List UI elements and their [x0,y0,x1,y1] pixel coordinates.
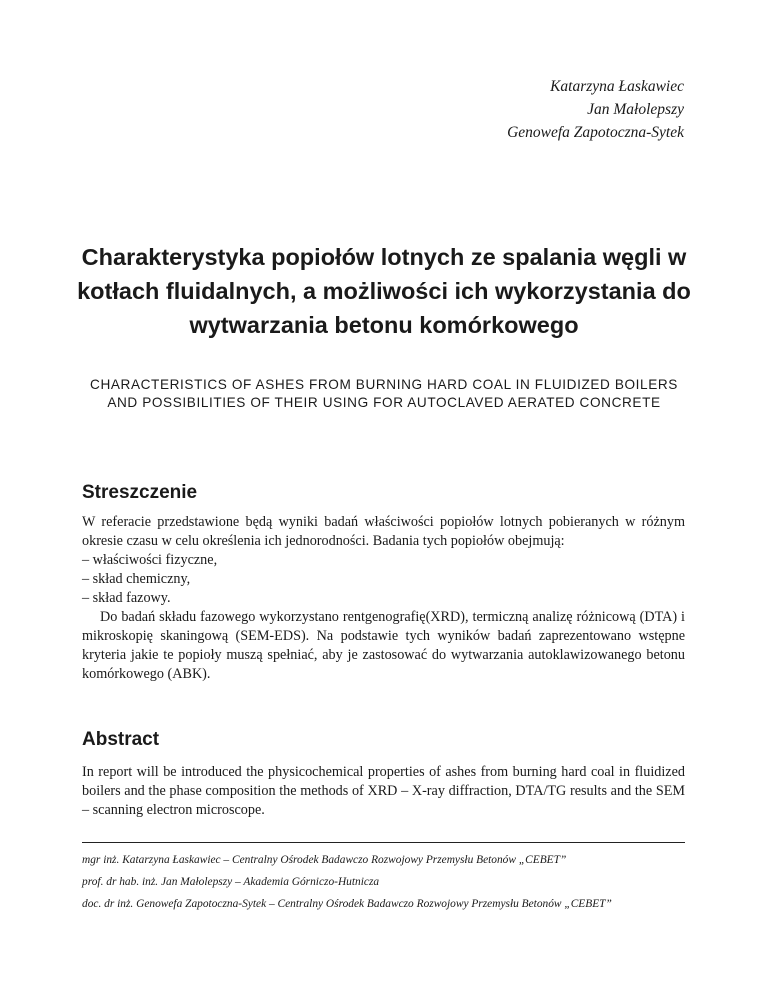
streszczenie-paragraph: Do badań składu fazowego wykorzystano rentgenografię(XRD), termiczną analizę różnicową (DTA) i mikroskopię skaningową (SEM-EDS). Na podstawie tych wyników badań zaprezentowano wstępne kryteria jakie te popioły muszą spełniać, aby je zastosować do wytwarzania autoklawizowanego betonu komórkowego (ABK). [82,609,685,682]
list-item: – skład chemiczny, [82,571,191,587]
list-item: – właściwości fizyczne, [82,552,218,568]
author-2: Jan Małolepszy [587,101,684,118]
streszczenie-intro: W referacie przedstawione będą wyniki badań właściwości popiołów lotnych pobieranych w różnym okresie czasu w celu określenia ich jednorodności. Badania tych popiołów obejmują: [82,514,685,549]
footnotes [82,852,685,918]
streszczenie-list [82,551,685,608]
author-3: Genowefa Zapotoczna-Sytek [507,124,684,141]
abstract-text: In report will be introduced the physicochemical properties of ashes from burning hard coal in fluidized boilers and the phase composition the methods of XRD – X-ray diffraction, DTA/TG results and the SEM – scanning electron microscope. [82,764,685,818]
streszczenie-heading: Streszczenie [82,482,198,503]
abstract-heading: Abstract [82,729,160,750]
footnote-1: mgr inż. Katarzyna Łaskawiec – Centralny Ośrodek Badawczo Rozwojowy Przemysłu Betonów „CEBET” [82,854,567,866]
author-list [507,75,684,144]
streszczenie-body [82,513,685,684]
footnote-2: prof. dr hab. inż. Jan Małolepszy – Akademia Górniczo-Hutnicza [82,876,380,888]
abstract-body [82,763,685,820]
author-1: Katarzyna Łaskawiec [550,78,684,95]
paper-title: Charakterystyka popiołów lotnych ze spalania węgli w kotłach fluidalnych, a możliwości ich wykorzystania do wytwarzania betonu komórkowego [77,244,691,338]
list-item: – skład fazowy. [82,590,171,606]
footnote-divider [82,842,685,843]
footnote-3: doc. dr inż. Genowefa Zapotoczna-Sytek – Centralny Ośrodek Badawczo Rozwojowy Przemysłu Betonów „CEBET” [82,898,612,910]
paper-subtitle: CHARACTERISTICS OF ASHES FROM BURNING HARD COAL IN FLUIDIZED BOILERS AND POSSIBILITIES OF THEIR USING FOR AUTOCLAVED AERATED CONCRETE [90,377,678,410]
